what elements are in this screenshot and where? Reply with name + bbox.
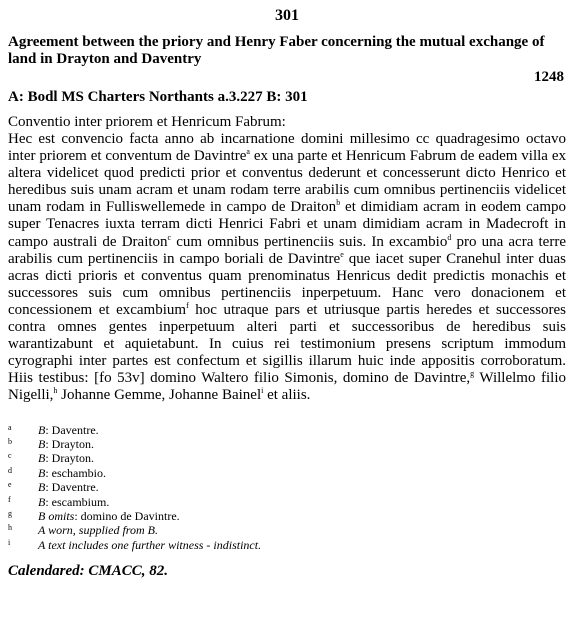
footnote-text: : Daventre. [45, 480, 99, 495]
footnote-label: i [8, 537, 11, 547]
charter-date: 1248 [534, 69, 564, 85]
footnote-label: d [8, 465, 12, 475]
footnote [8, 480, 566, 494]
footnote-marker: i [261, 386, 264, 396]
footnote [8, 423, 566, 437]
footnote-marker: g [470, 369, 475, 379]
footnote-siglum: B [38, 494, 46, 509]
footnote-marker: h [53, 386, 58, 396]
footnote [8, 523, 566, 537]
calendared-reference: : CMACC, 82. [79, 563, 169, 580]
footnote [8, 495, 566, 509]
footnote [8, 466, 566, 480]
footnote-label: b [8, 436, 12, 446]
text-segment: et aliis. [263, 387, 311, 404]
footnotes [8, 423, 566, 553]
charter-text [8, 131, 566, 405]
text-segment: que iacet super Cranehul inter duas acras dicti prioris et conventus quam prenominatus Henricus dedit predictis monachis et successores suis cum omnibus pertinenciis inperpetuum. Hanc vero donacionem et concessionem et excambium [8, 250, 566, 318]
footnote-siglum: B omits [38, 508, 75, 523]
footnote-marker: b [336, 198, 341, 208]
charter-number: 301 [275, 7, 299, 24]
text-segment: ex una parte et Henricum Fabrum de eadem villa ex altera videlicet quod predicti prior et conventus dederunt et concesserunt dicto Henrico et heredibus suis unam acram et unam rodam terre arabilis cum omnibus pertinenciis videlicet unam rodam in Fulliswellemede in campo de Draiton [8, 148, 566, 216]
text-segment: et dimidiam acram in eodem campo super Tenacres iuxta terram dicti Henrici Fabri et unam dimidiam acram in Madecroft in campo australi de Draiton [8, 199, 566, 250]
calendared-line [8, 562, 566, 580]
charter-page [8, 0, 566, 580]
charter-title: Agreement between the priory and Henry Faber concerning the mutual exchange of land in Drayton and Daventry [8, 34, 545, 67]
footnote [8, 437, 566, 451]
text-segment: Hec est convencio facta anno ab incarnatione domini millesimo cc quadragesimo octavo inter priorem et conventum de Davintre [8, 131, 566, 165]
footnote-marker: e [340, 249, 344, 259]
footnote [8, 538, 566, 552]
text-segment: Johanne Gemme, Johanne Bainel [57, 387, 262, 404]
charter-heading: Conventio inter priorem et Henricum Fabrum: [8, 114, 286, 130]
footnote-label: h [8, 523, 12, 533]
footnote-siglum: B [38, 422, 46, 437]
footnote-text: : Daventre. [45, 422, 99, 437]
footnote-siglum: A text includes one further witness - indistinct. [38, 537, 262, 552]
footnote-label: a [8, 422, 12, 432]
footnote [8, 451, 566, 465]
footnote-siglum: B [38, 436, 46, 451]
text-segment: Willelmo filio Nigelli, [8, 370, 567, 404]
footnote-marker: d [447, 232, 452, 242]
text-segment: hoc utraque pars et utriusque partis heredes et successores contra omnes gentes inperpetuum alteri parti et successoribus de heredibus suis warantizabunt et aquietabunt. In cuius rei testimonium presens scriptum immodum cyrographi inter partes est confectum et sigillis illarum huic inde appositis corroboratum. Hiis testibus: [fo 53v] domino Waltero filio Simonis, domino de Davintre, [8, 301, 566, 387]
footnote-label: c [8, 451, 12, 461]
footnote-label: g [8, 508, 12, 518]
footnote-text: : eschambio. [45, 465, 106, 480]
footnote-label: e [8, 480, 12, 490]
footnote-text: : Drayton. [45, 436, 94, 451]
footnote-text: : domino de Davintre. [74, 508, 180, 523]
footnote-marker: c [167, 232, 172, 242]
footnote-marker: f [186, 300, 189, 310]
footnote-text: : escambium. [45, 494, 110, 509]
text-segment: cum omnibus pertinenciis suis. In excambio [171, 233, 448, 250]
footnote-text: : Drayton. [45, 451, 94, 466]
footnote-siglum: B [38, 480, 46, 495]
footnote-siglum: B [38, 465, 46, 480]
footnote-siglum: A worn, supplied from B. [38, 523, 159, 538]
footnote-marker: a [246, 147, 250, 157]
footnote [8, 509, 566, 523]
footnote-siglum: B [38, 451, 46, 466]
text-segment: pro una acra terre arabilis cum pertinenciis in campo boriali de Davintre [8, 233, 566, 267]
footnote-label: f [8, 494, 11, 504]
calendared-label: Calendared [8, 563, 80, 580]
manuscript-source: A: Bodl MS Charters Northants a.3.227 B: 301 [8, 89, 308, 105]
